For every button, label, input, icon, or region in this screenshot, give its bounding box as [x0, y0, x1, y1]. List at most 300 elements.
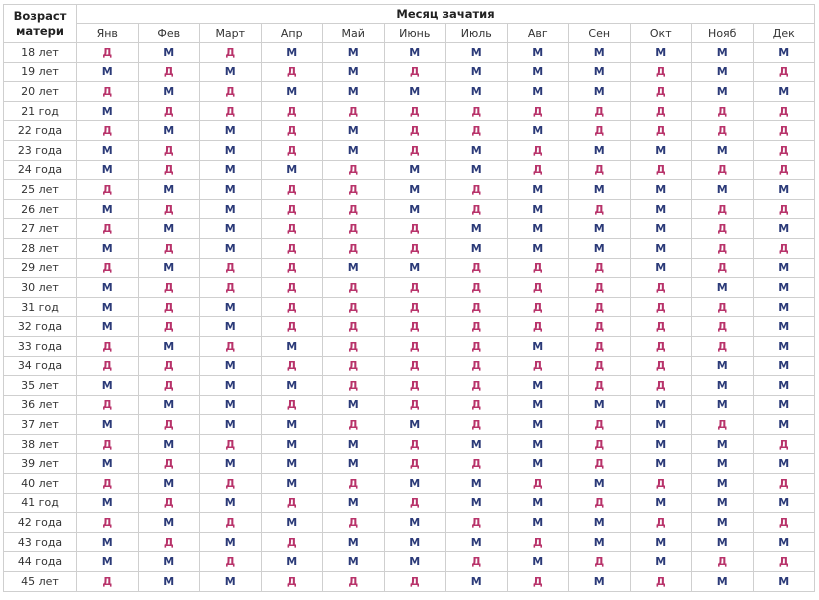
mother-age-cell: 45 лет [4, 572, 77, 592]
mother-age-cell: 27 лет [4, 219, 77, 239]
boy-cell: М [200, 532, 262, 552]
month-header: Дек [753, 24, 815, 43]
girl-cell: Д [630, 317, 692, 337]
boy-cell: М [323, 395, 385, 415]
boy-cell: М [692, 572, 754, 592]
girl-cell: Д [630, 572, 692, 592]
table-row [4, 43, 815, 63]
boy-cell: М [692, 278, 754, 298]
boy-cell: М [200, 317, 262, 337]
boy-cell: М [630, 532, 692, 552]
girl-cell: Д [200, 258, 262, 278]
boy-cell: М [569, 572, 631, 592]
boy-cell: М [569, 180, 631, 200]
girl-cell: Д [753, 101, 815, 121]
girl-cell: Д [261, 219, 323, 239]
month-header: Март [200, 24, 262, 43]
table-row [4, 336, 815, 356]
boy-cell: М [200, 572, 262, 592]
boy-cell: М [138, 121, 200, 141]
mother-age-cell: 25 лет [4, 180, 77, 200]
table-row [4, 160, 815, 180]
mother-age-cell: 19 лет [4, 62, 77, 82]
boy-cell: М [753, 82, 815, 102]
boy-cell: М [753, 376, 815, 396]
boy-cell: М [569, 43, 631, 63]
mother-age-cell: 44 года [4, 552, 77, 572]
boy-cell: М [630, 434, 692, 454]
boy-cell: М [692, 513, 754, 533]
girl-cell: Д [569, 199, 631, 219]
girl-cell: Д [384, 356, 446, 376]
table-row [4, 238, 815, 258]
boy-cell: М [507, 415, 569, 435]
boy-cell: М [323, 140, 385, 160]
girl-cell: Д [753, 552, 815, 572]
mother-age-cell: 31 год [4, 297, 77, 317]
girl-cell: Д [446, 101, 508, 121]
boy-cell: М [569, 62, 631, 82]
mother-age-cell: 21 год [4, 101, 77, 121]
table-row [4, 454, 815, 474]
girl-cell: Д [323, 336, 385, 356]
boy-cell: М [630, 493, 692, 513]
girl-cell: Д [446, 317, 508, 337]
girl-cell: Д [384, 297, 446, 317]
girl-cell: Д [261, 238, 323, 258]
girl-cell: Д [138, 140, 200, 160]
boy-cell: М [753, 572, 815, 592]
boy-cell: М [77, 62, 139, 82]
girl-cell: Д [446, 336, 508, 356]
girl-cell: Д [384, 101, 446, 121]
boy-cell: М [507, 62, 569, 82]
girl-cell: Д [507, 532, 569, 552]
girl-cell: Д [630, 278, 692, 298]
boy-cell: М [753, 493, 815, 513]
table-row [4, 219, 815, 239]
girl-cell: Д [323, 278, 385, 298]
boy-cell: М [753, 297, 815, 317]
girl-cell: Д [507, 474, 569, 494]
boy-cell: М [200, 121, 262, 141]
girl-cell: Д [446, 454, 508, 474]
girl-cell: Д [507, 297, 569, 317]
girl-cell: Д [323, 513, 385, 533]
girl-cell: Д [569, 454, 631, 474]
girl-cell: Д [261, 493, 323, 513]
boy-cell: М [77, 101, 139, 121]
boy-cell: М [507, 121, 569, 141]
girl-cell: Д [569, 278, 631, 298]
girl-cell: Д [200, 434, 262, 454]
girl-cell: Д [446, 278, 508, 298]
girl-cell: Д [569, 297, 631, 317]
boy-cell: М [200, 62, 262, 82]
boy-cell: М [569, 395, 631, 415]
boy-cell: М [507, 513, 569, 533]
girl-cell: Д [507, 101, 569, 121]
girl-cell: Д [138, 454, 200, 474]
boy-cell: М [507, 336, 569, 356]
girl-cell: Д [753, 238, 815, 258]
boy-cell: М [692, 82, 754, 102]
table-row [4, 278, 815, 298]
girl-cell: Д [446, 376, 508, 396]
boy-cell: М [261, 336, 323, 356]
table-row [4, 572, 815, 592]
table-row [4, 297, 815, 317]
boy-cell: М [261, 434, 323, 454]
girl-cell: Д [753, 199, 815, 219]
girl-cell: Д [77, 572, 139, 592]
girl-cell: Д [261, 317, 323, 337]
boy-cell: М [507, 180, 569, 200]
boy-cell: М [446, 160, 508, 180]
mother-age-cell: 36 лет [4, 395, 77, 415]
boy-cell: М [692, 532, 754, 552]
table-row [4, 493, 815, 513]
mother-age-cell: 33 года [4, 336, 77, 356]
table-row [4, 415, 815, 435]
girl-cell: Д [507, 140, 569, 160]
boy-cell: М [630, 552, 692, 572]
girl-cell: Д [138, 532, 200, 552]
girl-cell: Д [630, 101, 692, 121]
girl-cell: Д [507, 160, 569, 180]
boy-cell: М [753, 415, 815, 435]
boy-cell: М [384, 258, 446, 278]
girl-cell: Д [138, 376, 200, 396]
boy-cell: М [569, 474, 631, 494]
girl-cell: Д [77, 336, 139, 356]
girl-cell: Д [138, 297, 200, 317]
boy-cell: М [753, 532, 815, 552]
boy-cell: М [692, 395, 754, 415]
boy-cell: М [446, 140, 508, 160]
girl-cell: Д [384, 62, 446, 82]
girl-cell: Д [384, 454, 446, 474]
girl-cell: Д [446, 180, 508, 200]
boy-cell: М [77, 317, 139, 337]
boy-cell: М [138, 336, 200, 356]
boy-cell: М [446, 62, 508, 82]
girl-cell: Д [384, 376, 446, 396]
girl-cell: Д [446, 121, 508, 141]
girl-cell: Д [323, 297, 385, 317]
girl-cell: Д [384, 317, 446, 337]
mother-age-cell: 18 лет [4, 43, 77, 63]
girl-cell: Д [323, 180, 385, 200]
boy-cell: М [569, 513, 631, 533]
boy-cell: М [692, 356, 754, 376]
boy-cell: М [507, 219, 569, 239]
boy-cell: М [630, 238, 692, 258]
boy-cell: М [323, 493, 385, 513]
table-row [4, 395, 815, 415]
conception-month-title: Месяц зачатия [77, 5, 815, 24]
boy-cell: М [446, 434, 508, 454]
girl-cell: Д [77, 434, 139, 454]
boy-cell: М [138, 180, 200, 200]
girl-cell: Д [692, 297, 754, 317]
girl-cell: Д [507, 572, 569, 592]
boy-cell: М [77, 199, 139, 219]
boy-cell: М [200, 297, 262, 317]
girl-cell: Д [569, 376, 631, 396]
boy-cell: М [77, 376, 139, 396]
girl-cell: Д [446, 199, 508, 219]
girl-cell: Д [753, 474, 815, 494]
mother-age-cell: 40 лет [4, 474, 77, 494]
girl-cell: Д [569, 160, 631, 180]
girl-cell: Д [384, 238, 446, 258]
girl-cell: Д [384, 219, 446, 239]
girl-cell: Д [630, 160, 692, 180]
mother-age-cell: 24 года [4, 160, 77, 180]
girl-cell: Д [138, 62, 200, 82]
girl-cell: Д [200, 43, 262, 63]
boy-cell: М [138, 552, 200, 572]
boy-cell: М [138, 82, 200, 102]
boy-cell: М [323, 454, 385, 474]
girl-cell: Д [692, 160, 754, 180]
girl-cell: Д [569, 317, 631, 337]
girl-cell: Д [77, 121, 139, 141]
girl-cell: Д [630, 82, 692, 102]
girl-cell: Д [753, 121, 815, 141]
girl-cell: Д [323, 238, 385, 258]
girl-cell: Д [630, 336, 692, 356]
boy-cell: М [138, 395, 200, 415]
mother-age-cell: 39 лет [4, 454, 77, 474]
table-row [4, 62, 815, 82]
girl-cell: Д [261, 140, 323, 160]
boy-cell: М [569, 140, 631, 160]
girl-cell: Д [692, 336, 754, 356]
girl-cell: Д [384, 121, 446, 141]
boy-cell: М [77, 552, 139, 572]
girl-cell: Д [323, 101, 385, 121]
girl-cell: Д [200, 552, 262, 572]
boy-cell: М [261, 160, 323, 180]
boy-cell: М [323, 552, 385, 572]
boy-cell: М [753, 219, 815, 239]
mother-age-cell: 35 лет [4, 376, 77, 396]
mother-age-cell: 42 года [4, 513, 77, 533]
girl-cell: Д [384, 336, 446, 356]
boy-cell: М [384, 415, 446, 435]
girl-cell: Д [446, 356, 508, 376]
girl-cell: Д [77, 356, 139, 376]
girl-cell: Д [323, 474, 385, 494]
boy-cell: М [138, 434, 200, 454]
girl-cell: Д [323, 415, 385, 435]
girl-cell: Д [323, 160, 385, 180]
girl-cell: Д [261, 121, 323, 141]
boy-cell: М [138, 43, 200, 63]
boy-cell: М [77, 415, 139, 435]
boy-cell: М [630, 258, 692, 278]
boy-cell: М [323, 121, 385, 141]
boy-cell: М [630, 180, 692, 200]
boy-cell: М [200, 415, 262, 435]
girl-cell: Д [200, 513, 262, 533]
girl-cell: Д [200, 474, 262, 494]
boy-cell: М [200, 219, 262, 239]
girl-cell: Д [692, 219, 754, 239]
mother-age-cell: 30 лет [4, 278, 77, 298]
boy-cell: М [323, 258, 385, 278]
girl-cell: Д [138, 493, 200, 513]
boy-cell: М [200, 493, 262, 513]
boy-cell: М [507, 493, 569, 513]
boy-cell: М [323, 82, 385, 102]
girl-cell: Д [630, 513, 692, 533]
table-row [4, 376, 815, 396]
girl-cell: Д [77, 513, 139, 533]
girl-cell: Д [384, 140, 446, 160]
girl-cell: Д [507, 258, 569, 278]
boy-cell: М [77, 278, 139, 298]
table-row [4, 140, 815, 160]
girl-cell: Д [446, 513, 508, 533]
girl-cell: Д [692, 238, 754, 258]
boy-cell: М [200, 160, 262, 180]
boy-cell: М [261, 552, 323, 572]
boy-cell: М [77, 454, 139, 474]
table-row [4, 513, 815, 533]
boy-cell: М [446, 532, 508, 552]
table-row [4, 101, 815, 121]
month-header: Авг [507, 24, 569, 43]
mother-age-header-line1: Возраст [13, 8, 67, 23]
boy-cell: М [446, 82, 508, 102]
boy-cell: М [692, 474, 754, 494]
boy-cell: М [630, 199, 692, 219]
boy-cell: М [630, 140, 692, 160]
table-row [4, 552, 815, 572]
boy-cell: М [138, 513, 200, 533]
girl-cell: Д [261, 180, 323, 200]
girl-cell: Д [323, 219, 385, 239]
boy-cell: М [138, 258, 200, 278]
boy-cell: М [569, 82, 631, 102]
boy-cell: М [507, 454, 569, 474]
girl-cell: Д [753, 62, 815, 82]
girl-cell: Д [507, 356, 569, 376]
month-header: Май [323, 24, 385, 43]
girl-cell: Д [692, 121, 754, 141]
girl-cell: Д [77, 43, 139, 63]
girl-cell: Д [630, 121, 692, 141]
girl-cell: Д [138, 356, 200, 376]
boy-cell: М [692, 493, 754, 513]
boy-cell: М [261, 474, 323, 494]
mother-age-cell: 43 года [4, 532, 77, 552]
boy-cell: М [692, 434, 754, 454]
boy-cell: М [200, 238, 262, 258]
boy-cell: М [261, 43, 323, 63]
mother-age-cell: 37 лет [4, 415, 77, 435]
girl-cell: Д [569, 336, 631, 356]
table-row [4, 199, 815, 219]
girl-cell: Д [200, 278, 262, 298]
girl-cell: Д [323, 572, 385, 592]
girl-cell: Д [569, 101, 631, 121]
girl-cell: Д [507, 317, 569, 337]
boy-cell: М [753, 180, 815, 200]
boy-cell: М [753, 43, 815, 63]
girl-cell: Д [569, 415, 631, 435]
girl-cell: Д [692, 317, 754, 337]
boy-cell: М [630, 43, 692, 63]
girl-cell: Д [138, 101, 200, 121]
boy-cell: М [138, 474, 200, 494]
boy-cell: М [446, 493, 508, 513]
boy-cell: М [261, 454, 323, 474]
girl-cell: Д [200, 82, 262, 102]
girl-cell: Д [630, 376, 692, 396]
table-row [4, 258, 815, 278]
boy-cell: М [138, 572, 200, 592]
table-row [4, 356, 815, 376]
boy-cell: М [77, 297, 139, 317]
boy-cell: М [507, 43, 569, 63]
girl-cell: Д [446, 552, 508, 572]
month-header-row [4, 24, 815, 43]
boy-cell: М [446, 43, 508, 63]
girl-cell: Д [261, 258, 323, 278]
mother-age-cell: 41 год [4, 493, 77, 513]
girl-cell: Д [138, 317, 200, 337]
boy-cell: М [200, 376, 262, 396]
boy-cell: М [507, 434, 569, 454]
girl-cell: Д [569, 258, 631, 278]
table-header [4, 5, 815, 43]
girl-cell: Д [77, 474, 139, 494]
girl-cell: Д [753, 160, 815, 180]
table-body [4, 43, 815, 592]
girl-cell: Д [753, 513, 815, 533]
girl-cell: Д [446, 297, 508, 317]
boy-cell: М [630, 219, 692, 239]
girl-cell: Д [138, 238, 200, 258]
girl-cell: Д [569, 434, 631, 454]
month-header: Янв [77, 24, 139, 43]
boy-cell: М [569, 532, 631, 552]
table-row [4, 82, 815, 102]
girl-cell: Д [692, 415, 754, 435]
girl-cell: Д [323, 199, 385, 219]
girl-cell: Д [77, 180, 139, 200]
girl-cell: Д [138, 199, 200, 219]
girl-cell: Д [692, 258, 754, 278]
girl-cell: Д [753, 140, 815, 160]
boy-cell: М [200, 454, 262, 474]
table-row [4, 434, 815, 454]
table-row [4, 474, 815, 494]
girl-cell: Д [384, 434, 446, 454]
boy-cell: М [77, 238, 139, 258]
boy-cell: М [323, 43, 385, 63]
girl-cell: Д [384, 572, 446, 592]
boy-cell: М [753, 356, 815, 376]
boy-cell: М [138, 219, 200, 239]
girl-cell: Д [569, 493, 631, 513]
boy-cell: М [569, 219, 631, 239]
boy-cell: М [384, 513, 446, 533]
